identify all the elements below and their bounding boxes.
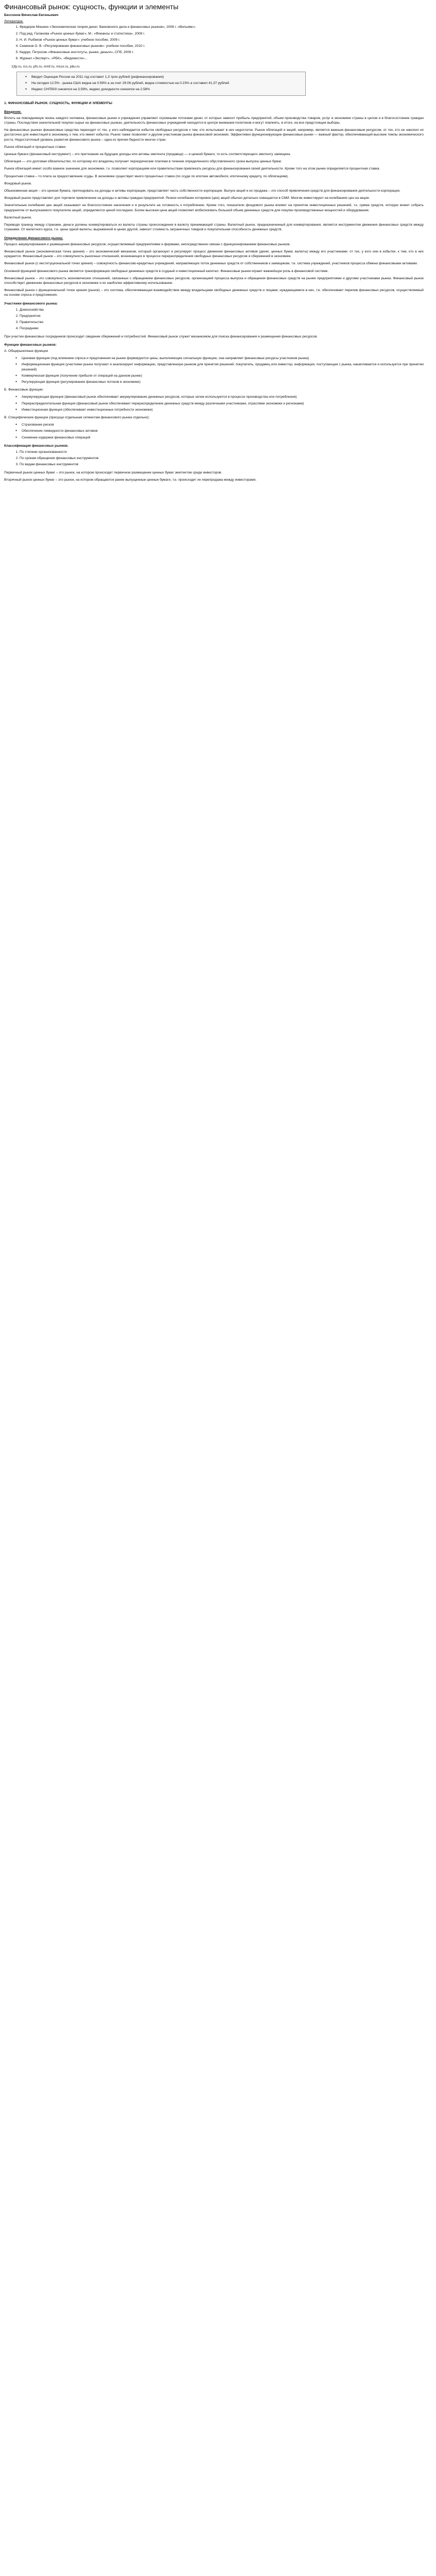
paragraph: Процесс аккумулирования и размещения финансовых ресурсов, осуществляемый предприятиями и фирмами, непосредственно связан с функционированием финансовых рынков. (4, 242, 291, 246)
list-item: ● Индекс СНП500 снизился на 3,59%, индекс доходности снизился на 2.58% (31, 87, 300, 92)
list-item: ● Страхование рисков (22, 422, 424, 427)
sites-line: 1)fp.ru, rcs.ru, pfs.ru, mmf.ru, mcsx.ru, pbu.ru (11, 64, 80, 69)
list-item: 1. Фредерик Мишкин «Экономическая теория денег, банковского дела и финансовых рынков», 2008 г. «Вильямс». (20, 25, 424, 29)
list-item: ● Снижение издержек финансовых операций (22, 435, 424, 440)
functions-c-list (4, 422, 424, 440)
list-item: 4. Семенов О. В. «Регулирование финансовых рынков»: учебное пособие, 2010 г. (20, 44, 424, 48)
list-item: 5. Кедрук, Петросян «Финансовые институты, рынки, деньги», СПб, 2009 г. (20, 50, 424, 55)
list-item: ● Коммерческая функция (получение прибыли от операций на данном рынке) (22, 374, 424, 378)
paragraph: Фондовый рынок представляет для торговли привлечение на доходы и активы граждан предприятий. Резкое колебание котировок (цен) акций обычно детально освещается в СМИ. Многие инвестируют на колебаниях цен на акции. (4, 196, 370, 200)
paragraph: Финансовый рынок – это совокупность экономических отношений, связанных с обращением финансовых ресурсов, организацией процесса выпуска и обращения финансовых средств на рынке предприятиями и другими участниками рынка. Финансовый рынок способствует движению финансовых ресурсов в экономике и их наиболее эффективному использованию. (4, 276, 424, 285)
list-item: 2. Предприятия (20, 314, 424, 318)
list-item: ● Инвестиционная функция (обеспечивает инвестиционные потребности экономики) (22, 408, 424, 412)
functions-a-list (4, 356, 424, 384)
paragraph: Вплоть на повседневную жизнь каждого человека, финансовые рынки и учреждения управляют огромными потоками денег, от которых зависит прибыль предприятий, объем производства товаров, услуг в экономике страны в целом и в благосостояние граждан страны. Последствия значительной покупки сырья на финансовых рынках, деятельность финансовых учреждений находится в центре внимания политиков и могут повлиять, в итоге, на все предстоящие выборы. (4, 116, 424, 125)
paragraph: Основной функцией финансового рынка является трансформация свободных денежных средств в ссудный и инвестиционный капитал. Финансовые рынки играют важнейшую роль в финансовой системе. (4, 269, 329, 273)
functions-heading: Функции финансовых рынков: (4, 343, 57, 347)
paragraph: Финансовый рынок с функциональной точки зрения (рынок) – это система, обеспечивающая взаимодействие между владельцами свободных денежных средств и лицами, нуждающимися в них, т.е. обеспечивает перелив финансовых ресурсов, осуществляемый на основе спроса и предложения. (4, 289, 424, 297)
paragraph: При участии финансовых посредников происходит сведение сбережений и потребностей. Финансовый рынок служит механизмом для поиска финансирования и размещения финансовых ресурсов. (4, 334, 318, 338)
list-item: 3. Правительство (20, 320, 424, 325)
paragraph: Финансовый рынок (с институциональной точки зрения) – совокупность финансово-кредитных учреждений, направляющих поток денежных средств от собственников к заемщикам, т.е. система учреждений, участников процесса обмена финансовыми активами. (4, 262, 418, 266)
participants-heading: Участники финансового рынка: (4, 301, 58, 306)
classification-list (4, 450, 424, 467)
definition-heading: Определение финансового рынка: (4, 236, 63, 240)
list-item: 2. По срокам обращения финансовых инструментов (20, 456, 424, 461)
functions-c-heading: В. Специфические функции (присущи отдельным сегментам финансового рынка отдельно): (4, 415, 150, 419)
list-item: ● Информационная функция (участники рынка получают и анализируют информацию, представленную рынком для принятия решений; покупатель, продавец или инвестор, информация, поступающая с рынка, накапливается и используется при принятии решений) (22, 362, 424, 371)
functions-b-heading: Б. Финансовые функции: (4, 388, 44, 392)
paragraph: Первичный рынок ценных бумаг – это рынок, на котором происходит первичное размещение ценных бумаг эмитентом среди инвесторов. (4, 470, 222, 474)
list-item: ● Вводит Оценщик России на 2011 год составит 1,3 трлн рублей (рефинансирования) (31, 75, 300, 79)
list-item: 6. Журнал «Эксперт», «РБК», «Ведомости»... (20, 56, 424, 61)
list-item: 1. По степени организованности (20, 450, 424, 454)
section-heading: 1. ФИНАНСОВЫЙ РЫНОК. СУЩНОСТЬ, ФУНКЦИИ И ЭЛЕМЕНТЫ (4, 101, 112, 106)
classification-heading: Классификация финансовых рынков. (4, 444, 68, 448)
paragraph: Рынок облигаций имеет особо важное значение для экономики, т.к. позволяет корпорациям или правительствам привлекать ресурсы для финансирования своей деятельности. Кроме того на этом рынке определяется процентная ставка. (4, 167, 380, 171)
list-item: ● Аккумулирующая функция (финансовый рынок обеспечивает аккумулирование денежных ресурсов, которые затем используются в процессе производства или потребления) (22, 395, 424, 399)
concept-lead: Рынок облигаций и процентные ставки. (4, 145, 66, 149)
participants-list (4, 308, 424, 331)
paragraph: Вторичный рынок ценных бумаг – это рынок, на котором обращаются ранее выпущенные ценные бумаги, т.е. происходит их перепродажа между инвесторами. (4, 478, 257, 482)
stats-box (16, 72, 306, 96)
paragraph: Облигация — это долговая обязательство, по которому его владелец получает периодические платежи в течение определенного обусловленного срока выпуска ценных бумаг. (4, 160, 282, 164)
functions-b-list (4, 395, 424, 412)
list-item: 4. Посредники (20, 326, 424, 331)
author-name: Бессонов Вячеслав Евгеньевич (4, 13, 59, 17)
list-item: ● Регулирующая функция (регулирование финансовых потоков в экономике) (22, 380, 424, 384)
paragraph: На финансовых рынках финансовые средства переходят от тех, у кого наблюдается избыток свободных ресурсов к тем, кто испытывает в них недостаток. Рынок облигаций и акций, например, является важным финансовым ресурсом, от тех, кто не накопил их достаточно для инвестиций в экономику, к тем, кто имеет избыток. Рынок также позволяет и другим участникам рынка финансовой экономии. Эффективно функционирующие финансовые рынки — важный фактор, обеспечивающий высокие темпы экономического роста. Недостаточный уровень развития финансового рынка – одна из причин бедности многих стран. (4, 128, 424, 142)
list-item: 2. Под ред. Галанова «Рынок ценных бумаг», М.: «Финансы и статистика», 2008 г. (20, 31, 424, 36)
paragraph: Процентная ставка – то плата за предоставление ссуды. В экономике существует много процентных ставок (по ссуде по ипотеке автомобиля, ипотечному кредиту, по облигациям). (4, 174, 289, 178)
paragraph: Финансовый рынок (экономическая точка зрения) – это экономический механизм, который организует и регулирует процесс движения финансовых активов (денег, ценных бумаг, валюты) между его участниками: от тех, у кого они в избытке, к тем, кто в них нуждается. Финансовый рынок – это совокупность рыночных отношений, возникающих в процессе перераспределения свободных финансовых ресурсов и сбережений в экономике. (4, 249, 424, 259)
literature-label: Литература: (4, 20, 24, 24)
paragraph: Фондовый рынок. (4, 181, 32, 185)
page-title: Финансовый рынок: сущность, функции и элементы (4, 3, 179, 11)
currency-lead: Валютный рынок. (4, 215, 32, 219)
paragraph: Обыкновенная акция – это ценная бумага, претендовать на доходы и активы корпорации, представляет часть собственности корпорации. Выпуск акций и их продажа – это способ привлечения средств для финансирования деятельности корпорации. (4, 189, 400, 193)
list-item: 3. По видам финансовых инструментов (20, 462, 424, 467)
list-item: 1. Домохозяйства (20, 308, 424, 312)
functions-a-heading: А. Общерыночные функции (4, 349, 48, 353)
list-item: 3. Н. И. Рыбиков «Рынок ценных бумаг»: учебное пособие, 2009 г. (20, 38, 424, 42)
literature-list (4, 25, 424, 61)
document (0, 0, 428, 489)
paragraph: Ценные бумаги (финансовый инструмент) – это притязание на будущие доходы или активы эмитента (продавца) — и ценной бумаги, то есть соответствующего эмитенту заемщика. (4, 152, 291, 157)
intro-heading: Введение. (4, 110, 22, 114)
list-item: ● Перераспределительная функция (финансовый рынок обеспечивает перераспределение денежных средств между различными участниками, отраслями экономики и регионами) (22, 401, 424, 406)
paragraph: Переводя границу между странами, деньги должны конвертироваться из валюты страны происхождения в валюту принимающей страны. Валютный рынок, предназначенный для конвертирования, является инструментом движения финансовых средств между странами. От валютного курса, т.е. цены одной валюты, выраженной в ценах другой, зависит стоимость заграничных товаров и покупательная способность денежных средств. (4, 223, 424, 232)
paragraph: Значительные колебания цен акций оказывают на благосостояние населения и в результате на готовность к потреблению. Кроме того, показатели фондового рынка влияют на принятие инвестиционных решений, т.к. сумма средств, которую может собрать предприятие от выпускаемого покупателю акций, определяется ценой последних. Более высокая цена акций позволяет мобилизовать большой объем денежных средств для покупки производственных мощностей и оборудования. (4, 204, 424, 212)
list-item: ● Обеспечение ликвидности финансовых активов (22, 429, 424, 433)
list-item: ● На сегодня 12.5% - рынка США видна на 0.59% а за счет 29.06 рублей, видна стоимостью на 0.23% а составил 41,37 рублей (31, 81, 300, 86)
list-item: ● Ценовая функция (под влиянием спроса и предложения на рынке формируются цены, выполняющие сигнальную функцию, она направляет финансовые ресурсы участников рынка) (22, 356, 424, 361)
